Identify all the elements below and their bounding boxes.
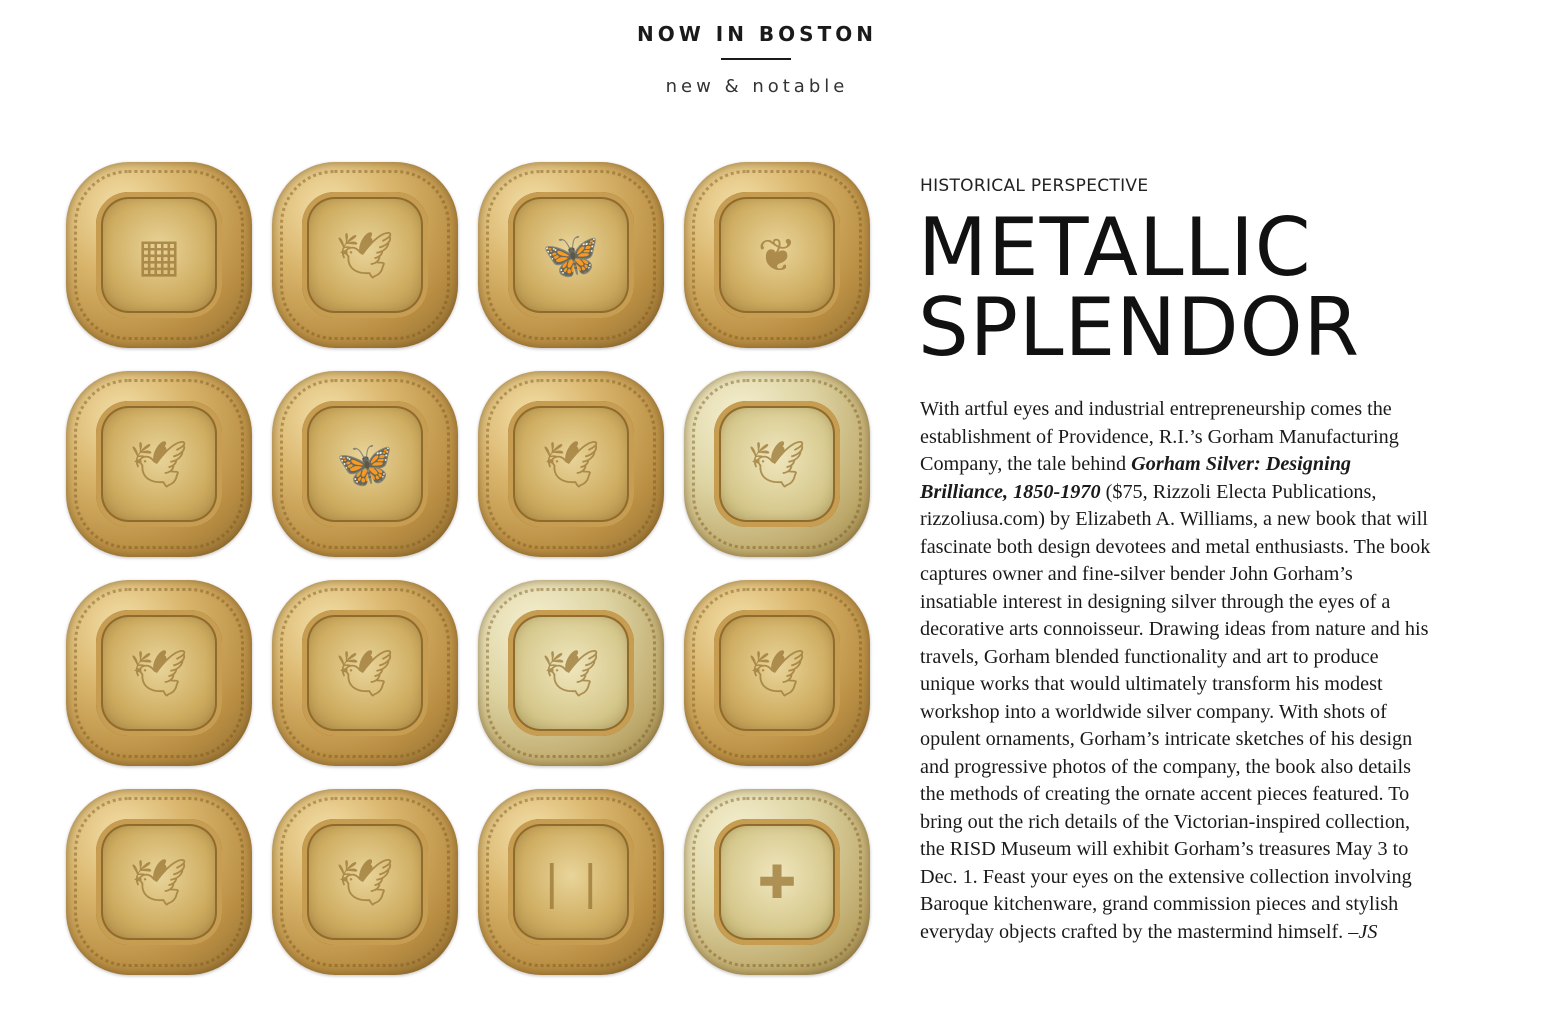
birds-icon: 🕊 bbox=[747, 646, 807, 699]
plate-well bbox=[508, 610, 634, 736]
silver-plate bbox=[66, 789, 252, 975]
cross-pattern-icon: ✚ bbox=[757, 856, 797, 908]
silver-plate bbox=[66, 580, 252, 766]
bird-icon: 🕊 bbox=[335, 646, 395, 699]
plate-well bbox=[714, 192, 840, 318]
silver-plate bbox=[478, 580, 664, 766]
body-text-part-2: ($75, Rizzoli Electa Publications, rizzoliusa.com) by Elizabeth A. Williams, a new book that will fascinate both design devotees and metal enthusiasts. The book captures owner and fine-silver bender John Gorham’s insatiable interest in designing silver through the eyes of a decorative arts connoisseur. Drawing ideas from nature and his travels, Gorham blended functionality and art to produce unique works that would ultimately transform his modest workshop into a worldwide silver company. With shots of opulent ornaments, Gorham’s intricate sketches of his design and progressive photos of the company, the book also details the methods of creating the ornate accent pieces featured. To bring out the rich details of the Victorian-inspired collection, the RISD Museum will exhibit Gorham’s treasures May 3 to Dec. 1. Feast your eyes on the extensive collection involving Baroque kitchenware, grand commission pieces and stylish everyday objects crafted by the mastermind himself. bbox=[920, 480, 1431, 943]
butterfly-icon: 🦋 bbox=[542, 228, 600, 281]
plate-well bbox=[302, 192, 428, 318]
bird-icon: 🕊 bbox=[335, 855, 395, 908]
plate-well bbox=[302, 819, 428, 945]
title-line-2: SPLENDOR bbox=[918, 281, 1361, 374]
article-title bbox=[918, 201, 1361, 374]
silver-plate bbox=[684, 580, 870, 766]
plate-well bbox=[96, 819, 222, 945]
plate-photo-grid bbox=[66, 162, 876, 974]
plate-well bbox=[96, 610, 222, 736]
basket-weave-icon: ▦ bbox=[137, 229, 181, 281]
plate-well bbox=[96, 192, 222, 318]
bird-icon: 🕊 bbox=[129, 646, 189, 699]
silver-plate bbox=[478, 371, 664, 557]
birds-icon: 🕊 bbox=[541, 437, 601, 490]
silver-plate bbox=[684, 371, 870, 557]
silver-plate bbox=[66, 162, 252, 348]
bird-icon: 🕊 bbox=[335, 228, 395, 281]
silver-plate bbox=[478, 162, 664, 348]
header-divider bbox=[721, 58, 791, 60]
silver-plate bbox=[272, 371, 458, 557]
silver-plate bbox=[272, 580, 458, 766]
plate-well bbox=[714, 401, 840, 527]
silver-plate bbox=[684, 162, 870, 348]
bird-icon: 🕊 bbox=[541, 646, 601, 699]
butterfly-icon: 🦋 bbox=[336, 437, 394, 490]
bird-icon: 🕊 bbox=[747, 437, 807, 490]
plate-well bbox=[714, 819, 840, 945]
plate-well bbox=[508, 819, 634, 945]
bamboo-icon: ❘❘ bbox=[532, 856, 610, 908]
silver-plate bbox=[272, 162, 458, 348]
bird-icon: 🕊 bbox=[129, 855, 189, 908]
silver-plate bbox=[272, 789, 458, 975]
article-kicker: HISTORICAL PERSPECTIVE bbox=[920, 176, 1149, 196]
book-title: Gorham Silver: Designing Brilliance, 1850-1970 bbox=[920, 453, 1352, 503]
silver-plate bbox=[66, 371, 252, 557]
plate-well bbox=[508, 192, 634, 318]
body-text-part-1: With artful eyes and industrial entrepreneurship comes the establishment of Providence, R.I.’s Gorham Manufacturing Company, the tale behind bbox=[920, 398, 1399, 475]
plate-well bbox=[302, 401, 428, 527]
plant-icon: ❦ bbox=[757, 229, 797, 281]
bird-icon: 🕊 bbox=[129, 437, 189, 490]
article-body bbox=[920, 396, 1435, 946]
author-signature: –JS bbox=[1348, 920, 1378, 943]
section-subtitle: new & notable bbox=[665, 76, 849, 97]
plate-well bbox=[96, 401, 222, 527]
plate-well bbox=[302, 610, 428, 736]
plate-well bbox=[508, 401, 634, 527]
plate-well bbox=[714, 610, 840, 736]
silver-plate bbox=[684, 789, 870, 975]
section-title: NOW IN BOSTON bbox=[637, 22, 877, 46]
silver-plate bbox=[478, 789, 664, 975]
title-line-1: METALLIC bbox=[918, 201, 1312, 294]
